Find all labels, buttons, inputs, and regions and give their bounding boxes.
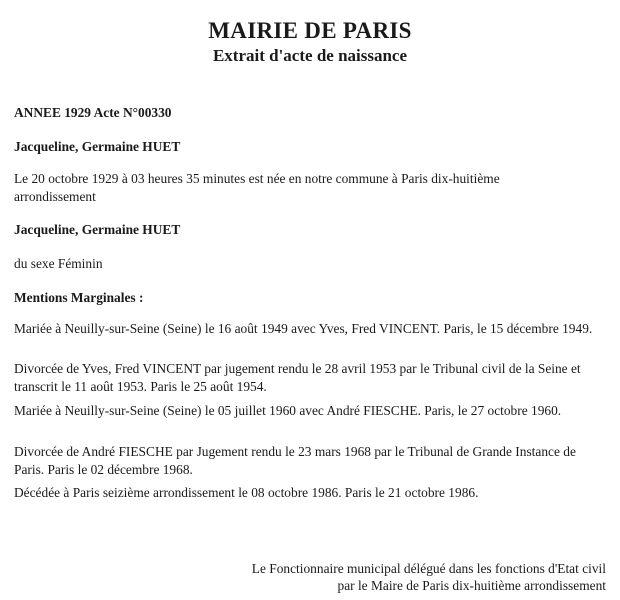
person-name-repeat: Jacqueline, Germaine HUET	[14, 222, 181, 237]
mention-marriage-1949: Mariée à Neuilly-sur-Seine (Seine) le 16 août 1949 avec Yves, Fred VINCENT. Paris, le 15 décembre 1949.	[14, 321, 593, 336]
document-title: MAIRIE DE PARIS	[208, 18, 412, 43]
mentions-heading: Mentions Marginales :	[14, 290, 144, 305]
sex-statement: du sexe Féminin	[14, 256, 103, 271]
signature-line-2: par le Maire de Paris dix-huitième arrondissement	[337, 578, 606, 593]
mention-divorce-1953: Divorcée de Yves, Fred VINCENT par jugement rendu le 28 avril 1953 par le Tribunal civil de la Seine et transcrit le 11 août 1953. Paris le 25 août 1954.	[14, 361, 581, 394]
year-act-number: ANNEE 1929 Acte N°00330	[14, 105, 172, 120]
mention-death-1986: Décédée à Paris seizième arrondissement le 08 octobre 1986. Paris le 21 octobre 1986.	[14, 485, 479, 500]
mention-divorce-1968: Divorcée de André FIESCHE par Jugement rendu le 23 mars 1968 par le Tribunal de Grande Instance de Paris. Paris le 02 décembre 1968.	[14, 444, 576, 477]
signature-line-1: Le Fonctionnaire municipal délégué dans les fonctions d'Etat civil	[251, 561, 606, 576]
document-subtitle: Extrait d'acte de naissance	[212, 46, 408, 65]
birth-statement: Le 20 octobre 1929 à 03 heures 35 minutes est née en notre commune à Paris dix-huitième arrondissement	[14, 171, 500, 204]
person-name: Jacqueline, Germaine HUET	[14, 139, 181, 154]
signature-block	[252, 560, 606, 594]
mention-marriage-1960: Mariée à Neuilly-sur-Seine (Seine) le 05 juillet 1960 avec André FIESCHE. Paris, le 27 octobre 1960.	[14, 403, 562, 418]
